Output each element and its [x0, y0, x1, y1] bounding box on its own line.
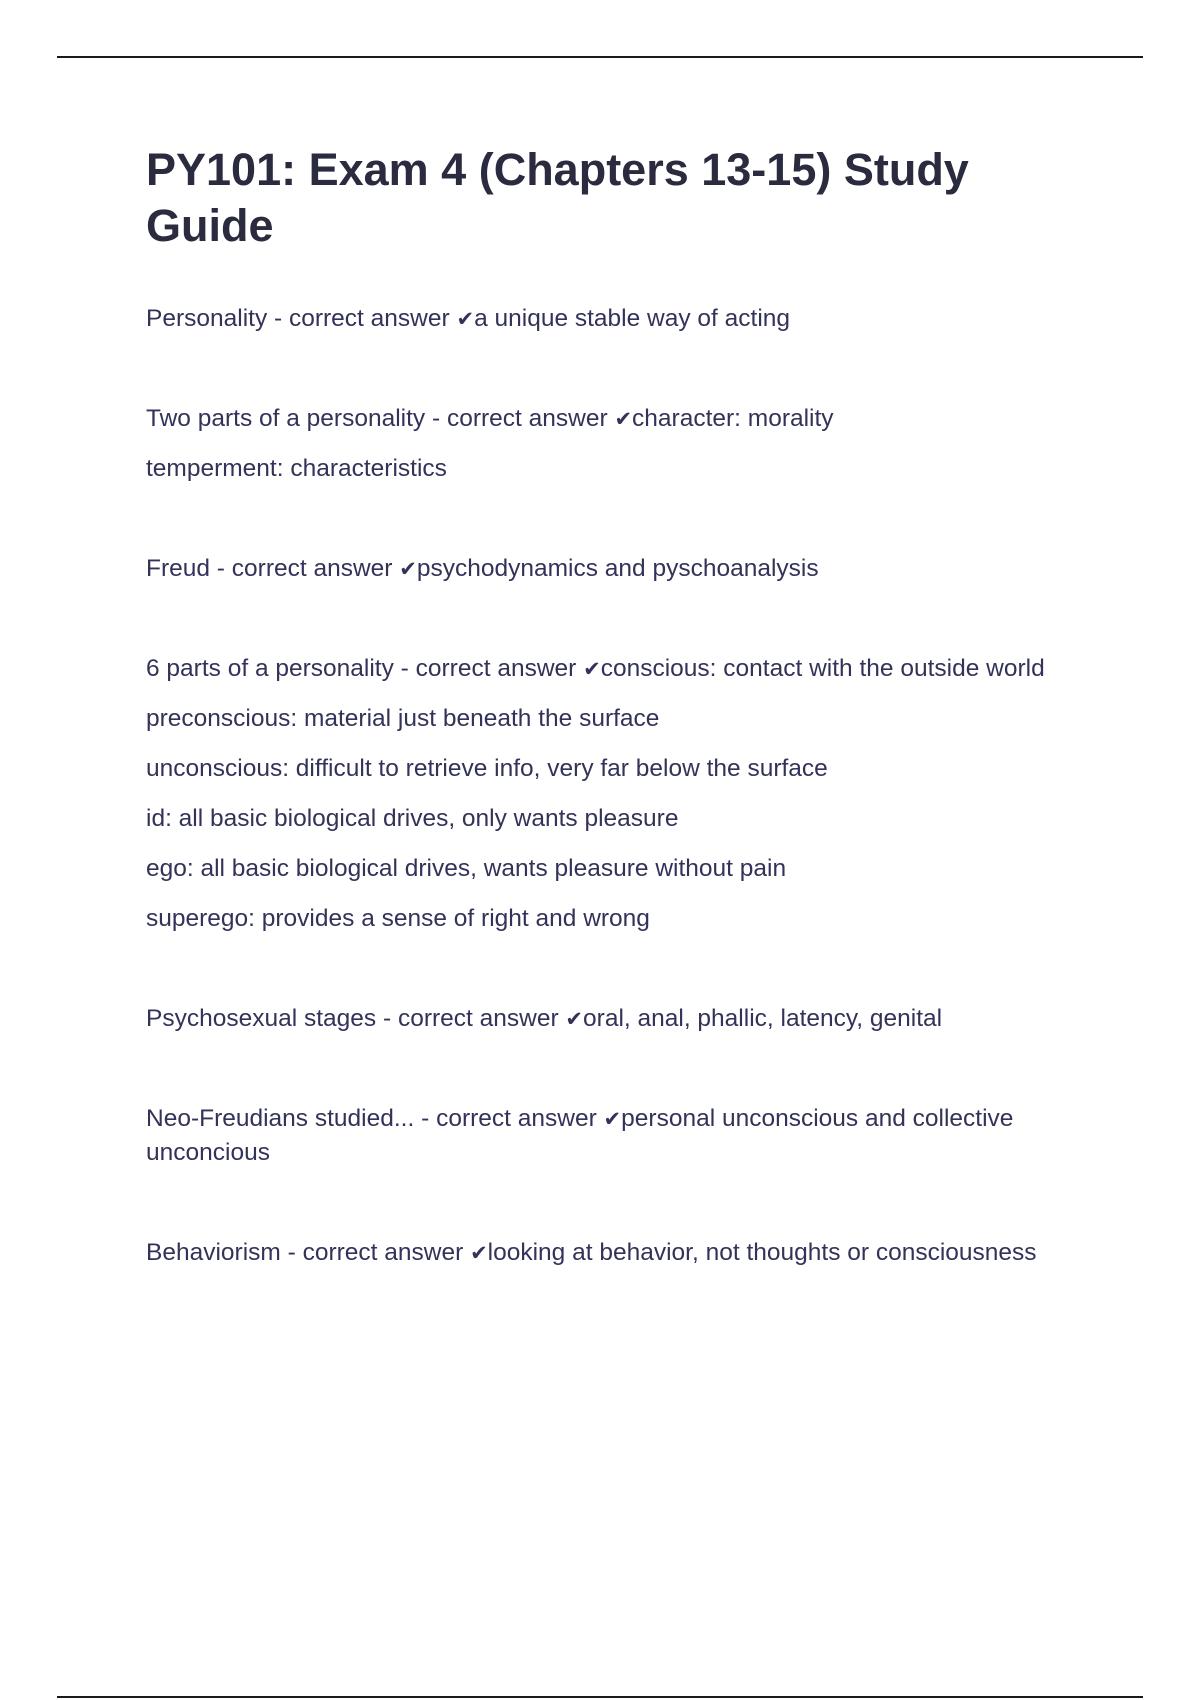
flashcard-entry [146, 402, 1076, 486]
marker-text: correct answer [231, 555, 393, 582]
answer-extra-line: unconscious: difficult to retrieve info, very far below the surface [146, 755, 828, 782]
term: Behaviorism - [146, 1239, 303, 1266]
answer-extra-line: superego: provides a sense of right and wrong [146, 905, 650, 932]
checkmark-icon: ✔ [583, 657, 601, 681]
checkmark-icon: ✔ [614, 407, 633, 431]
flashcard-list [146, 302, 1076, 1270]
bottom-rule [57, 1696, 1143, 1698]
question-line [146, 402, 1076, 436]
answer-extra-line: ego: all basic biological drives, wants pleasure without pain [146, 855, 787, 882]
question-line [146, 1102, 1076, 1170]
flashcard-entry [146, 302, 1076, 336]
answer-text: looking at behavior, not thoughts or consciousness [487, 1239, 1037, 1266]
answer-text: personal unconscious and collective unconcious [146, 1105, 1014, 1166]
document-body [146, 142, 1076, 1336]
flashcard-entry [146, 1102, 1076, 1170]
answer-text: a unique stable way of acting [474, 305, 791, 332]
answer-text: conscious: contact with the outside world [600, 655, 1045, 682]
checkmark-icon: ✔ [603, 1107, 622, 1131]
answer-extra-line: id: all basic biological drives, only wants pleasure [146, 805, 679, 832]
question-line [146, 302, 1076, 336]
checkmark-icon: ✔ [456, 307, 475, 331]
term: Freud - [146, 555, 232, 582]
page-title: PY101: Exam 4 (Chapters 13-15) Study Guide [146, 144, 969, 251]
answer-extra-line: preconscious: material just beneath the surface [146, 705, 660, 732]
term: Two parts of a personality - [146, 405, 447, 432]
term: 6 parts of a personality - [146, 655, 416, 682]
top-rule [57, 56, 1143, 58]
flashcard-entry [146, 552, 1076, 586]
marker-text: correct answer [446, 405, 608, 432]
question-line [146, 652, 1076, 686]
marker-text: correct answer [288, 305, 450, 332]
flashcard-entry [146, 1002, 1076, 1036]
marker-text: correct answer [415, 655, 577, 682]
checkmark-icon: ✔ [565, 1007, 584, 1031]
term: Personality - [146, 305, 289, 332]
checkmark-icon: ✔ [399, 557, 417, 581]
answer-text: oral, anal, phallic, latency, genital [583, 1005, 943, 1032]
marker-text: correct answer [302, 1239, 464, 1266]
marker-text: correct answer [397, 1005, 559, 1032]
question-line [146, 552, 1076, 586]
checkmark-icon: ✔ [470, 1241, 488, 1265]
term: Neo-Freudians studied... - [146, 1105, 437, 1132]
answer-extra-line: temperment: characteristics [146, 455, 447, 482]
question-line [146, 1236, 1076, 1270]
marker-text: correct answer [436, 1105, 597, 1132]
answer-text: psychodynamics and pyschoanalysis [416, 555, 819, 582]
flashcard-entry [146, 652, 1076, 936]
flashcard-entry [146, 1236, 1076, 1270]
answer-text: character: morality [632, 405, 834, 432]
term: Psychosexual stages - [146, 1005, 398, 1032]
question-line [146, 1002, 1076, 1036]
